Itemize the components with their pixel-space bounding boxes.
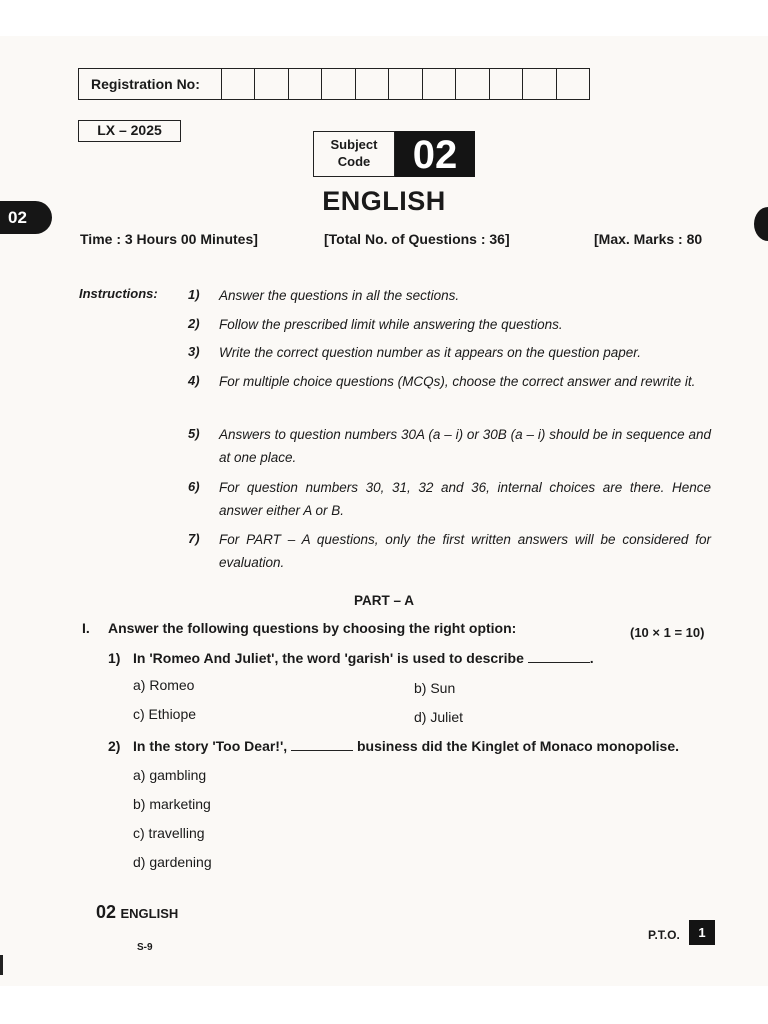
answer-blank [291, 740, 353, 751]
footer-subject-code [96, 902, 178, 923]
option-b: b) Sun [414, 680, 456, 696]
option-d: d) gardening [133, 854, 212, 870]
exam-code: LX – 2025 [78, 120, 181, 142]
time-info: Time : 3 Hours 00 Minutes] [80, 231, 258, 247]
answer-blank [528, 652, 590, 663]
registration-cell[interactable] [423, 69, 456, 99]
footer-code-text: ENGLISH [120, 906, 179, 921]
subject-label-line1: Subject [330, 137, 378, 152]
instruction-number: 7) [188, 531, 200, 546]
instruction-number: 2) [188, 316, 200, 331]
instruction-text: For multiple choice questions (MCQs), choose the correct answer and rewrite it. [219, 374, 696, 389]
instruction-text: For PART – A questions, only the first written answers will be considered for evaluation. [219, 532, 711, 570]
option-c: c) travelling [133, 825, 205, 841]
question-number: 2) [108, 738, 121, 754]
subject-code-number: 02 [395, 131, 475, 177]
page-number: 1 [689, 920, 715, 945]
registration-cell[interactable] [289, 69, 322, 99]
page-title: ENGLISH [322, 186, 446, 216]
registration-cell[interactable] [490, 69, 523, 99]
option-c: c) Ethiope [133, 706, 197, 722]
section-instruction: Answer the following questions by choosing the right option: [108, 620, 517, 636]
question-text-after: business did the Kinglet of Monaco monopolise. [356, 738, 679, 754]
instruction-text: Answers to question numbers 30A (a – i) or 30B (a – i) should be in sequence and at one place. [219, 427, 711, 465]
subject-label-line2: Code [337, 154, 371, 169]
total-questions: [Total No. of Questions : 36] [324, 231, 510, 247]
registration-cell[interactable] [523, 69, 556, 99]
instruction-number: 5) [188, 426, 200, 441]
side-tab: 02 [0, 201, 52, 234]
pto-label: P.T.O. [648, 928, 680, 942]
registration-cell[interactable] [222, 69, 255, 99]
subject-code-block [313, 131, 475, 177]
question-text-after: . [589, 650, 594, 666]
question-number: 1) [108, 650, 121, 666]
section-marks: (10 × 1 = 10) [630, 625, 705, 640]
instruction-text: For question numbers 30, 31, 32 and 36, internal choices are there. Hence answer either A or B. [219, 480, 711, 518]
registration-cell[interactable] [255, 69, 288, 99]
footer-code-number: 02 [96, 902, 117, 922]
registration-cell[interactable] [356, 69, 389, 99]
section-number: I. [82, 620, 90, 636]
option-a: a) Romeo [133, 677, 195, 693]
series-code: S-9 [137, 942, 153, 953]
option-d: d) Juliet [414, 709, 464, 725]
question-text [133, 738, 679, 754]
question-text-before: In the story 'Too Dear!', [133, 738, 288, 754]
instruction-number: 6) [188, 479, 200, 494]
registration-cell[interactable] [389, 69, 422, 99]
instruction-number: 4) [188, 373, 200, 388]
registration-box [78, 68, 590, 100]
registration-cell[interactable] [557, 69, 589, 99]
instruction-number: 1) [188, 287, 200, 302]
question-text [133, 650, 594, 666]
registration-cell[interactable] [456, 69, 489, 99]
instruction-text: Answer the questions in all the sections. [219, 288, 460, 303]
registration-label: Registration No: [79, 69, 222, 99]
edge-mark [0, 955, 3, 975]
option-b: b) marketing [133, 796, 211, 812]
registration-cell[interactable] [322, 69, 355, 99]
max-marks: [Max. Marks : 80 [594, 231, 703, 247]
instruction-text: Write the correct question number as it appears on the question paper. [219, 345, 641, 360]
part-a-heading: PART – A [353, 593, 414, 608]
instruction-number: 3) [188, 344, 200, 359]
instruction-text: Follow the prescribed limit while answering the questions. [219, 317, 563, 332]
instructions-heading: Instructions: [79, 286, 158, 301]
subject-code-label [313, 131, 395, 177]
registration-cells [222, 69, 589, 99]
option-a: a) gambling [133, 767, 207, 783]
question-text-before: In 'Romeo And Juliet', the word 'garish' is used to describe [133, 650, 524, 666]
